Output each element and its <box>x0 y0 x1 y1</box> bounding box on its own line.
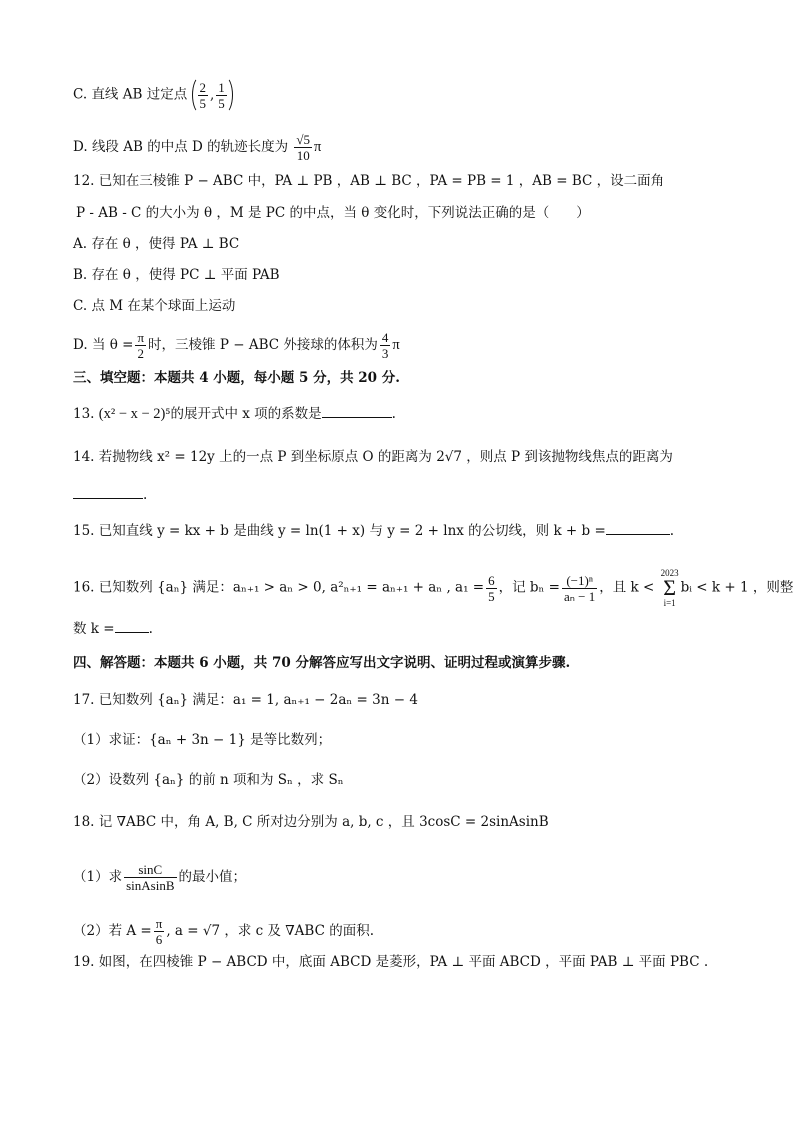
question-17-part-1: （1）求证：{aₙ + 3n − 1} 是等比数列； <box>73 732 332 748</box>
answer-blank-15 <box>606 520 670 535</box>
question-17-part-2: （2）设数列 {aₙ} 的前 n 项和为 Sₙ ，求 Sₙ <box>73 772 344 788</box>
option-11c: C. 直线 AB 过定点 $\frac{2}{5}$ , $\frac{1}{5}$ <box>73 76 233 114</box>
question-14: 14. 若抛物线 x² = 12y 上的一点 P 到坐标原点 O 的距离为 2√7 ，则点 P 到该抛物线焦点的距离为 <box>73 449 673 465</box>
fixed-point: $\frac{2}{5}$ , $\frac{1}{5}$ <box>192 76 233 114</box>
question-15: 15. 已知直线 y = kx + b 是曲线 y = ln(1 + x) 与 y = 2 + lnx 的公切线，则 k + b = . <box>73 520 674 541</box>
question-13: 13. (x² − x − 2)⁵的展开式中 x 项的系数是 . <box>73 403 396 424</box>
answer-blank-16 <box>115 618 149 633</box>
option-text: 直线 AB 过定点 <box>91 86 188 103</box>
question-12: 12. 已知在三棱锥 P − ABC 中，PA ⊥ PB ，AB ⊥ BC ，PA = PB = 1 ，AB = BC ，设二面角 <box>73 173 665 189</box>
section-3-heading: 三、填空题：本题共 4 小题，每小题 5 分，共 20 分. <box>73 370 400 386</box>
answer-blank-13 <box>322 403 392 418</box>
summation: 2023 Σ i=1 <box>660 568 679 608</box>
question-18-part-2: （2）若 A = $\frac{\pi}{6}$ , a = √7 ，求 c 及 ∇ABC 的面积. <box>73 916 375 947</box>
question-14-blank: . <box>73 484 147 505</box>
answer-blank-14 <box>73 484 143 499</box>
section-4-heading: 四、解答题：本题共 6 小题，共 70 分解答应写出文字说明、证明过程或演算步骤. <box>73 655 571 671</box>
question-12-cont: P - AB - C 的大小为 θ ，M 是 PC 的中点，当 θ 变化时，下列说法正确的是（ ） <box>76 205 590 221</box>
question-16: 16. 已知数列 {aₙ} 满足：aₙ₊₁ > aₙ > 0, a²ₙ₊₁ = aₙ₊₁ + aₙ , a₁ = $\frac{6}{5}$ ，记 bₙ = $\frac{\text{(−1)ⁿ}}{\text{aₙ − 1}}$ ，且 k < 2023 Σ i=1 bᵢ < k + 1 ，则整 <box>73 568 794 608</box>
option-11d: D. 线段 AB 的中点 D 的轨迹长度为 $\frac{√5}{10}$ π <box>73 132 322 163</box>
question-18: 18. 记 ∇ABC 中，角 A, B, C 所对边分别为 a, b, c ，且 3cosC = 2sinAsinB <box>73 814 549 830</box>
question-16-cont: 数 k = . <box>73 618 153 639</box>
question-18-part-1: （1）求 $\frac{\sin C}{\text{sinAsinB}}$ 的最小值； <box>73 862 246 893</box>
question-19: 19. 如图，在四棱锥 P − ABCD 中，底面 ABCD 是菱形，PA ⊥ 平面 ABCD ，平面 PAB ⊥ 平面 PBC . <box>73 954 709 970</box>
question-17: 17. 已知数列 {aₙ} 满足：a₁ = 1, aₙ₊₁ − 2aₙ = 3n − 4 <box>73 692 418 708</box>
option-12d: D. 当 θ = $\frac{\pi}{2}$ 时，三棱锥 P − ABC 外接球的体积为 $\frac{4}{3}$ π <box>73 330 400 361</box>
option-12c: C. 点 M 在某个球面上运动 <box>73 298 236 314</box>
option-12a: A. 存在 θ ，使得 PA ⊥ BC <box>73 236 240 252</box>
option-12b: B. 存在 θ ，使得 PC ⊥ 平面 PAB <box>73 267 280 283</box>
